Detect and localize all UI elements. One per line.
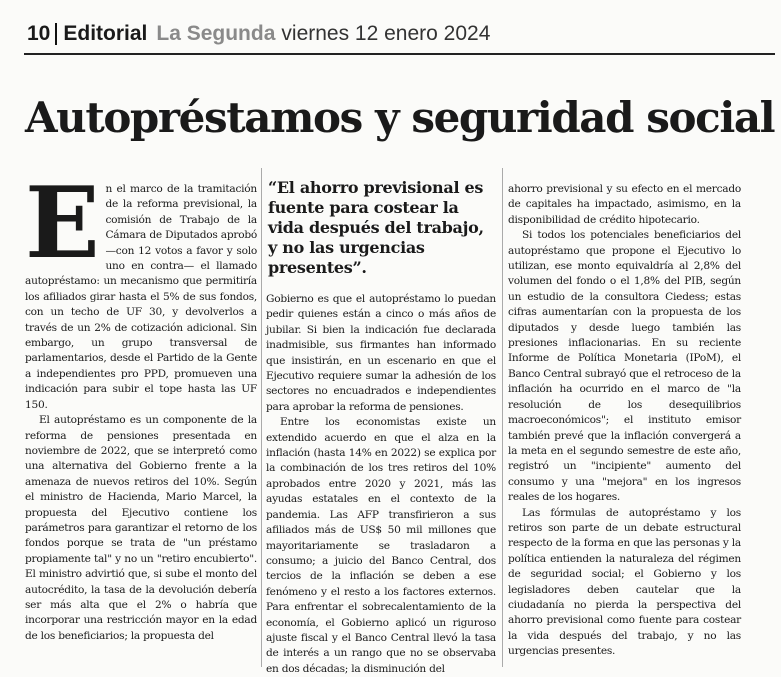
article-column-1 xyxy=(25,166,257,644)
article-column-2 xyxy=(266,178,496,677)
column-divider-1 xyxy=(261,168,262,667)
paragraph: Entre los economistas existe un extendido acuerdo en que el alza en la inflación (hasta 14% en 2022) se explica por la combinación de los tres retiros del 10% aprobados entre 2020 y 2021, más las ayudas estatales en el contexto de la pandemia. Las AFP transfirieron a sus afiliados más de US$ 50 mil millones que mayoritariamente se trasladaron a consumo; a juicio del Banco Central, dos tercios de la inflación se deben a ese fenómeno y el resto a los factores externos. Para enfrentar el sobrecalentamiento de la economía, el Gobierno aplicó un riguroso ajuste fiscal y el Banco Central llevó la tasa de interés a un rango que no se observaba en dos décadas; la disminución del xyxy=(266,416,496,675)
paragraph: Gobierno es que el autopréstamo lo puedan pedir quienes están a cinco o más años de jubilar. Si bien la indicación fue declarada inadmisible, sus firmantes han informado que insistirán, en un escenario en que el Ejecutivo requiere sumar la adhesión de los sectores no encuadrados e independientes para aprobar la reforma de pensiones. xyxy=(266,293,496,413)
page-header xyxy=(27,22,490,46)
section-name: Editorial xyxy=(63,22,148,45)
article-column-3 xyxy=(508,182,741,660)
paragraph: Si todos los potenciales beneficiarios del autopréstamo que propone el Ejecutivo lo utilizan, ese monto equivaldría al 2,8% del volumen del fondo o el 1,8% del PIB, según un estudio de la consultora Ciedess; estas cifras aumentarían con la propuesta de los diputados y desde luego también las presiones inflacionarias. En su reciente Informe de Política Monetaria (IPoM), el Banco Central subrayó que el retroceso de la inflación ha ocurrido en el marco de "la resolución de los desequilibrios macroeconómicos"; el instituto emisor también prevé que la inflación convergerá a la meta en el segundo semestre de este año, registró un "incipiente" aumento del consumo y una "mejora" en los ingresos reales de los hogares. xyxy=(508,229,741,504)
paragraph: El autopréstamo es un componente de la reforma de pensiones presentada en noviembre de 2022, que se interpretó como una alternativa del Gobierno frente a la amenaza de nuevos retiros del 10%. Según el ministro de Hacienda, Mario Marcel, la propuesta del Ejecutivo contiene los parámetros para garantizar el retorno de los fondos porque se trata de "un préstamo propiamente tal" y no un "retiro encubierto". El ministro advirtió que, si sube el monto del autocrédito, la tasa de la devolución debería ser más alta que el 2% o habría que incorporar una restricción mayor en la edad de los beneficiarios; la propuesta del xyxy=(25,414,257,642)
drop-cap: E xyxy=(25,166,100,281)
paragraph: ahorro previsional y su efecto en el mercado de capitales ha impactado, asimismo, en la disponibilidad de crédito hipotecario. xyxy=(508,183,741,226)
paragraph: Las fórmulas de autopréstamo y los retiros son parte de un debate estructural respecto de la forma en que las personas y la política entienden la naturaleza del régimen de seguridad social; el Gobierno y los legisladores deben cautelar que la ciudadanía no pierda la perspectiva del ahorro previsional como fuente para costear la vida después del trabajo, y no las urgencias presentes. xyxy=(508,506,741,658)
issue-date: viernes 12 enero 2024 xyxy=(281,22,491,45)
pull-quote: “El ahorro previsional es fuente para costear la vida después del trabajo, y no las urgencias presentes”. xyxy=(268,178,484,277)
column-divider-2 xyxy=(502,168,503,667)
headline: Autopréstamos y seguridad social xyxy=(25,93,775,142)
header-separator xyxy=(55,23,57,45)
publication-name: La Segunda xyxy=(156,22,276,45)
page-number: 10 xyxy=(27,22,51,45)
paragraph: n el marco de la tramitación de la reforma previsional, la comisión de Trabajo de la Cámara de Diputados aprobó —con 12 votos a favor y solo uno en contra— el llamado autopréstamo: un mecanismo que permitiría los afiliados girar hasta el 5% de sus fondos, con un techo de UF 30, y devolverlos a través de un 2% de cotización adicional. Sin embargo, un grupo transversal de parlamentarios, desde el Partido de la Gente a independientes pro PPD, promueven una indicación para subir el tope hasta las UF 150. xyxy=(25,183,257,411)
header-rule xyxy=(24,53,775,55)
